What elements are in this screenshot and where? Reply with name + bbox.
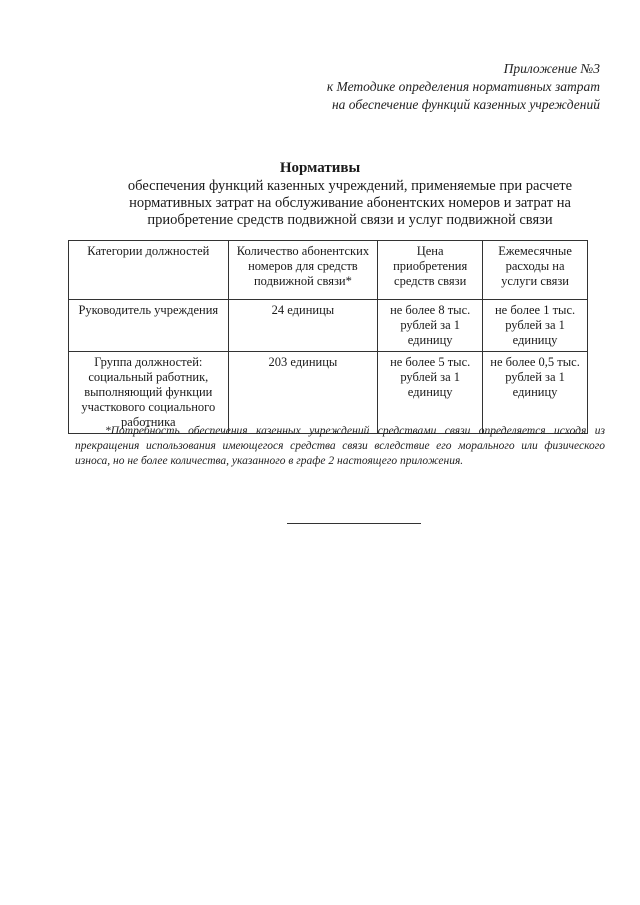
appendix-number: Приложение №3 bbox=[503, 61, 600, 76]
cell-monthly: не более 0,5 тыс. рублей за 1 единицу bbox=[483, 352, 588, 434]
table-header-row bbox=[69, 241, 588, 300]
norms-table bbox=[68, 240, 588, 434]
cell-position: Руководитель учреждения bbox=[69, 300, 229, 352]
header-purchase-price: Цена приобретения средств связи bbox=[378, 241, 483, 300]
document-title: Нормативы bbox=[279, 160, 361, 176]
appendix-reference-line1: к Методике определения нормативных затрат bbox=[326, 79, 600, 94]
cell-count: 24 единицы bbox=[228, 300, 378, 352]
table-row bbox=[69, 300, 588, 352]
separator-line bbox=[287, 523, 421, 524]
footnote: *Потребность обеспечения казенных учреждений средствами связи определяется исходя из прекращения использования имеющегося средства связи вследствие его морального или физического износа, но не более количества, указанного в графе 2 настоящего приложения. bbox=[75, 425, 605, 467]
cell-position: Группа должностей: социальный работник, выполняющий функции участкового социального работника bbox=[69, 352, 229, 434]
header-monthly-costs: Ежемесячные расходы на услуги связи bbox=[483, 241, 588, 300]
appendix-header bbox=[327, 60, 600, 114]
document-subtitle: обеспечения функций казенных учреждений, применяемые при расчете нормативных затрат на обслуживание абонентских номеров и затрат на приобретение средств подвижной связи и услуг подвижной связи bbox=[127, 178, 573, 228]
cell-price: не более 5 тыс. рублей за 1 единицу bbox=[378, 352, 483, 434]
cell-price: не более 8 тыс. рублей за 1 единицу bbox=[378, 300, 483, 352]
cell-monthly: не более 1 тыс. рублей за 1 единицу bbox=[483, 300, 588, 352]
header-position-category: Категории должностей bbox=[69, 241, 229, 300]
table-row bbox=[69, 352, 588, 434]
appendix-reference-line2: на обеспечение функций казенных учреждений bbox=[331, 97, 600, 112]
header-number-count: Количество абонентских номеров для средств подвижной связи* bbox=[228, 241, 378, 300]
cell-count: 203 единицы bbox=[228, 352, 378, 434]
